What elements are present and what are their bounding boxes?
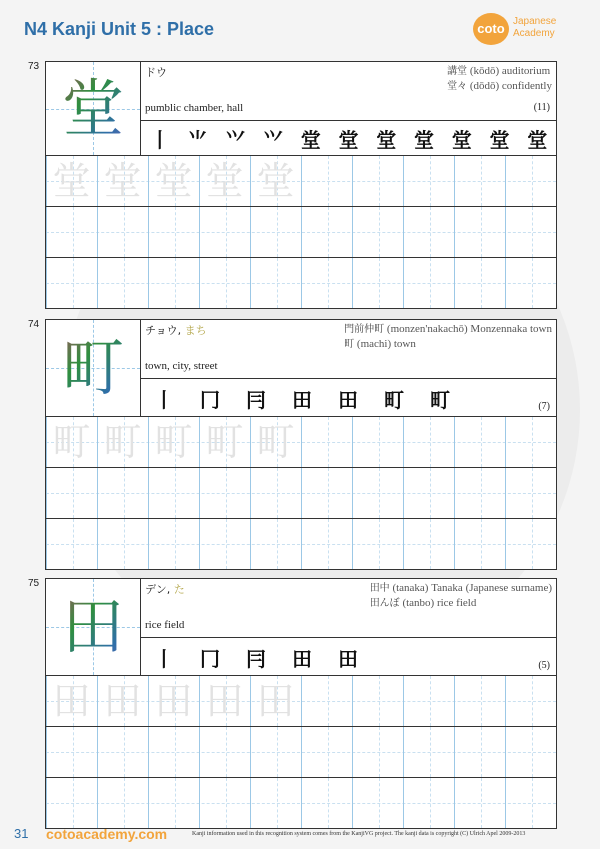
practice-cell[interactable] bbox=[403, 727, 455, 777]
practice-cell[interactable] bbox=[352, 727, 404, 777]
practice-row bbox=[46, 206, 556, 257]
kanji-info bbox=[141, 62, 556, 121]
practice-cell[interactable] bbox=[505, 727, 557, 777]
practice-cell[interactable] bbox=[505, 156, 557, 206]
practice-cell[interactable] bbox=[46, 519, 98, 569]
vocab-gloss: (machi) town bbox=[356, 338, 416, 350]
practice-cell[interactable] bbox=[46, 468, 98, 518]
practice-cell[interactable] bbox=[250, 519, 302, 569]
practice-cell[interactable] bbox=[199, 778, 251, 828]
trace-kanji: 堂 bbox=[205, 159, 244, 203]
kanji-meaning: rice field bbox=[145, 619, 185, 631]
footer-credit: Kanji information used in this recognition system comes from the KanjiVG project. The kanji data is copyright (C) Ulrich Apel 2009-2013 bbox=[192, 831, 526, 837]
stroke-count: (7) bbox=[538, 401, 550, 412]
kanji-diagram-glyph: 町 bbox=[46, 320, 140, 416]
coto-logo bbox=[473, 13, 593, 47]
practice-cell[interactable] bbox=[352, 156, 404, 206]
kanji-reading bbox=[145, 581, 185, 597]
kun-reading: まち bbox=[184, 324, 207, 337]
stroke-step: 堂 bbox=[414, 128, 434, 152]
stroke-step: 田 bbox=[338, 387, 358, 412]
practice-row bbox=[46, 726, 556, 777]
practice-cell[interactable] bbox=[250, 468, 302, 518]
vocab-gloss: (tanbo) rice field bbox=[402, 597, 477, 609]
vocab-gloss: (dōdō) confidently bbox=[469, 80, 552, 92]
practice-cell[interactable] bbox=[301, 417, 353, 467]
practice-row bbox=[46, 675, 556, 726]
practice-cell[interactable] bbox=[352, 417, 404, 467]
kanji-unit bbox=[45, 578, 557, 829]
footer-website[interactable]: cotoacademy.com bbox=[46, 826, 168, 842]
practice-cell[interactable] bbox=[505, 468, 557, 518]
trace-kanji: 田 bbox=[103, 679, 142, 723]
page-title: N4 Kanji Unit 5 : Place bbox=[24, 19, 215, 39]
trace-kanji: 堂 bbox=[52, 159, 91, 203]
stroke-step: 丨 bbox=[154, 646, 174, 671]
practice-cell[interactable] bbox=[148, 778, 200, 828]
practice-cell[interactable] bbox=[148, 258, 200, 308]
practice-cell[interactable] bbox=[301, 519, 353, 569]
practice-cell[interactable] bbox=[97, 778, 149, 828]
practice-cell[interactable] bbox=[46, 778, 98, 828]
practice-cell[interactable] bbox=[97, 207, 149, 257]
kanji-meaning: town, city, street bbox=[145, 360, 218, 372]
vocab-kanji: 講堂 bbox=[447, 66, 468, 77]
logo-line-2: Academy bbox=[513, 28, 555, 39]
kanji-info bbox=[141, 579, 556, 638]
stroke-step: 丨 bbox=[154, 387, 174, 412]
stroke-order-diagram bbox=[46, 320, 141, 416]
practice-cell[interactable] bbox=[454, 519, 506, 569]
stroke-step: 町 bbox=[430, 387, 450, 412]
practice-row bbox=[46, 257, 556, 308]
practice-cell[interactable] bbox=[454, 676, 506, 726]
trace-kanji: 田 bbox=[256, 679, 295, 723]
stroke-order-diagram bbox=[46, 579, 141, 675]
practice-cell[interactable] bbox=[46, 258, 98, 308]
practice-cell[interactable] bbox=[454, 778, 506, 828]
practice-row bbox=[46, 467, 556, 518]
stroke-count: (5) bbox=[538, 660, 550, 671]
practice-cell[interactable] bbox=[403, 156, 455, 206]
stroke-step: ⺍ bbox=[225, 128, 246, 152]
on-reading: ドウ bbox=[145, 66, 167, 79]
practice-cell[interactable] bbox=[148, 519, 200, 569]
practice-cell[interactable] bbox=[403, 676, 455, 726]
kanji-diagram-glyph: 堂 bbox=[46, 62, 140, 155]
practice-row bbox=[46, 416, 556, 467]
practice-cell[interactable] bbox=[403, 778, 455, 828]
vocab-gloss: (tanaka) Tanaka (Japanese surname) bbox=[392, 582, 552, 594]
practice-cell[interactable] bbox=[505, 417, 557, 467]
stroke-step: ⺍ bbox=[263, 128, 284, 152]
vocab-kanji: 門前仲町 bbox=[344, 324, 385, 335]
practice-row bbox=[46, 155, 556, 206]
trace-kanji: 町 bbox=[52, 420, 91, 464]
vocab-list bbox=[447, 64, 552, 94]
kanji-unit bbox=[45, 61, 557, 309]
practice-cell[interactable] bbox=[454, 207, 506, 257]
stroke-step: 田 bbox=[292, 387, 312, 412]
practice-cell[interactable] bbox=[403, 417, 455, 467]
practice-cell[interactable] bbox=[352, 207, 404, 257]
practice-cell[interactable] bbox=[403, 468, 455, 518]
practice-cell[interactable] bbox=[199, 258, 251, 308]
stroke-step: 冂 bbox=[200, 646, 220, 671]
practice-grid bbox=[46, 416, 556, 569]
practice-cell[interactable] bbox=[97, 258, 149, 308]
on-reading: デン, bbox=[145, 583, 174, 596]
vocab-item bbox=[344, 337, 552, 352]
stroke-order-diagram bbox=[46, 62, 141, 155]
practice-cell[interactable] bbox=[250, 727, 302, 777]
unit-number: 74 bbox=[28, 319, 40, 330]
practice-cell[interactable] bbox=[352, 519, 404, 569]
kun-reading: た bbox=[173, 583, 185, 596]
practice-cell[interactable] bbox=[454, 156, 506, 206]
stroke-step: 冃 bbox=[246, 646, 266, 671]
practice-cell[interactable] bbox=[46, 207, 98, 257]
practice-cell[interactable] bbox=[301, 468, 353, 518]
vocab-kanji: 田んぼ bbox=[369, 598, 400, 609]
kanji-reading bbox=[145, 64, 167, 80]
stroke-step: ⺌ bbox=[187, 128, 208, 152]
practice-cell[interactable] bbox=[148, 727, 200, 777]
vocab-gloss: (monzen'nakachō) Monzennaka town bbox=[386, 323, 552, 335]
practice-cell[interactable] bbox=[505, 676, 557, 726]
vocab-list bbox=[370, 581, 552, 611]
unit-number: 75 bbox=[28, 578, 40, 589]
logo-bubble: coto bbox=[473, 13, 509, 45]
practice-cell[interactable] bbox=[505, 258, 557, 308]
trace-kanji: 町 bbox=[256, 420, 295, 464]
practice-grid bbox=[46, 155, 556, 308]
page-number: 31 bbox=[14, 826, 29, 841]
trace-kanji: 堂 bbox=[154, 159, 193, 203]
practice-cell[interactable] bbox=[403, 519, 455, 569]
practice-cell[interactable] bbox=[250, 258, 302, 308]
stroke-step: 冂 bbox=[200, 387, 220, 412]
practice-cell[interactable] bbox=[250, 207, 302, 257]
practice-grid bbox=[46, 675, 556, 828]
practice-cell[interactable] bbox=[301, 207, 353, 257]
vocab-item bbox=[370, 596, 552, 611]
practice-cell[interactable] bbox=[454, 468, 506, 518]
practice-cell[interactable] bbox=[301, 156, 353, 206]
practice-cell[interactable] bbox=[148, 207, 200, 257]
stroke-sequence bbox=[141, 379, 556, 417]
stroke-step: 田 bbox=[292, 646, 312, 671]
kanji-reading bbox=[145, 322, 207, 338]
kanji-diagram-glyph: 田 bbox=[46, 579, 140, 675]
trace-kanji: 町 bbox=[205, 420, 244, 464]
practice-cell[interactable] bbox=[301, 258, 353, 308]
practice-cell[interactable] bbox=[97, 468, 149, 518]
practice-cell[interactable] bbox=[250, 778, 302, 828]
practice-cell[interactable] bbox=[454, 727, 506, 777]
practice-cell[interactable] bbox=[352, 778, 404, 828]
practice-cell[interactable] bbox=[505, 778, 557, 828]
practice-cell[interactable] bbox=[352, 676, 404, 726]
trace-kanji: 田 bbox=[205, 679, 244, 723]
stroke-step: 堂 bbox=[338, 128, 359, 152]
kanji-unit bbox=[45, 319, 557, 570]
trace-kanji: 田 bbox=[52, 679, 91, 723]
practice-cell[interactable] bbox=[454, 258, 506, 308]
practice-cell[interactable] bbox=[46, 727, 98, 777]
practice-row bbox=[46, 518, 556, 569]
logo-line-1: Japanese bbox=[513, 16, 557, 27]
practice-cell[interactable] bbox=[199, 468, 251, 518]
practice-row bbox=[46, 777, 556, 828]
on-reading: チョウ, bbox=[145, 324, 185, 337]
vocab-item bbox=[370, 581, 552, 596]
trace-kanji: 町 bbox=[103, 420, 142, 464]
practice-cell[interactable] bbox=[301, 778, 353, 828]
trace-kanji: 町 bbox=[154, 420, 193, 464]
vocab-kanji: 田中 bbox=[369, 583, 390, 594]
stroke-count: (11) bbox=[533, 102, 550, 113]
practice-cell[interactable] bbox=[97, 519, 149, 569]
practice-cell[interactable] bbox=[403, 207, 455, 257]
trace-kanji: 田 bbox=[154, 679, 193, 723]
kanji-meaning: pumblic chamber, hall bbox=[145, 102, 244, 114]
vocab-kanji: 堂々 bbox=[447, 81, 468, 92]
stroke-step: 丨 bbox=[149, 128, 170, 152]
stroke-step: 堂 bbox=[300, 128, 321, 152]
practice-cell[interactable] bbox=[301, 676, 353, 726]
practice-cell[interactable] bbox=[505, 519, 557, 569]
practice-cell[interactable] bbox=[403, 258, 455, 308]
kanji-info bbox=[141, 320, 556, 379]
vocab-list bbox=[344, 322, 552, 352]
stroke-step: 堂 bbox=[527, 128, 548, 152]
vocab-item bbox=[344, 322, 552, 337]
stroke-sequence bbox=[141, 121, 556, 156]
stroke-step: 堂 bbox=[376, 128, 397, 152]
vocab-item bbox=[447, 79, 552, 94]
practice-cell[interactable] bbox=[301, 727, 353, 777]
trace-kanji: 堂 bbox=[256, 159, 295, 203]
practice-cell[interactable] bbox=[199, 519, 251, 569]
stroke-step: 田 bbox=[338, 646, 358, 671]
practice-cell[interactable] bbox=[505, 207, 557, 257]
vocab-kanji: 町 bbox=[344, 339, 355, 350]
unit-number: 73 bbox=[28, 61, 40, 72]
logo-text bbox=[513, 16, 593, 40]
stroke-step: 町 bbox=[384, 387, 404, 412]
practice-cell[interactable] bbox=[148, 468, 200, 518]
stroke-step: 堂 bbox=[451, 128, 472, 152]
practice-cell[interactable] bbox=[199, 207, 251, 257]
vocab-item bbox=[447, 64, 552, 79]
trace-kanji: 堂 bbox=[103, 159, 142, 203]
practice-cell[interactable] bbox=[454, 417, 506, 467]
vocab-gloss: (kōdō) auditorium bbox=[469, 65, 551, 77]
stroke-step: 冃 bbox=[246, 387, 266, 412]
practice-cell[interactable] bbox=[352, 468, 404, 518]
stroke-step: 堂 bbox=[489, 128, 510, 152]
stroke-sequence bbox=[141, 638, 556, 676]
practice-cell[interactable] bbox=[352, 258, 404, 308]
practice-cell[interactable] bbox=[199, 727, 251, 777]
practice-cell[interactable] bbox=[97, 727, 149, 777]
